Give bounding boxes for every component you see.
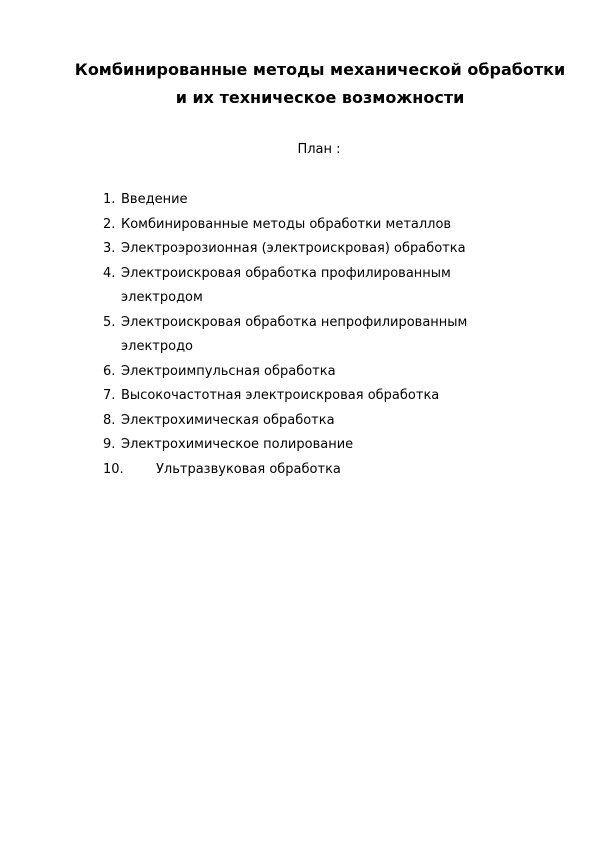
- item-text: Электроискровая обработка непрофилированным электродо: [121, 314, 468, 354]
- list-item: [103, 311, 533, 360]
- item-number: 1.: [103, 192, 116, 207]
- item-number: 5.: [103, 314, 116, 330]
- list-item: [103, 262, 533, 311]
- item-text: Электрохимическая обработка: [121, 412, 335, 428]
- plan-heading: План :: [297, 142, 341, 157]
- item-number: 9.: [103, 437, 116, 452]
- item-text: Электроэрозионная (электроискровая) обработка: [121, 241, 466, 256]
- item-number: 6.: [103, 363, 116, 379]
- item-text: Ультразвуковая обработка: [156, 461, 341, 477]
- item-text: Высокочастотная электроискровая обработка: [121, 388, 440, 403]
- list-item: [103, 433, 533, 458]
- list-item: [103, 409, 533, 434]
- item-number: 10.: [103, 461, 124, 477]
- list-item: [103, 237, 533, 262]
- list-item: [103, 213, 533, 238]
- list-item: [103, 458, 533, 483]
- item-number: 8.: [103, 412, 116, 428]
- item-text: Электроискровая обработка профилированным электродом: [121, 265, 451, 305]
- list-item: [103, 384, 533, 409]
- document-title: Комбинированные методы механической обработки и их техническое возможности: [74, 60, 566, 107]
- list-item: [103, 188, 533, 213]
- item-text: Введение: [121, 192, 188, 207]
- table-of-contents: [103, 188, 533, 482]
- item-text: Электроимпульсная обработка: [121, 363, 336, 379]
- item-number: 2.: [103, 216, 116, 232]
- list-item: [103, 360, 533, 385]
- item-text: Комбинированные методы обработки металлов: [121, 216, 452, 232]
- item-number: 4.: [103, 265, 116, 281]
- item-number: 7.: [103, 388, 116, 403]
- item-number: 3.: [103, 241, 116, 256]
- item-text: Электрохимическое полирование: [121, 437, 354, 452]
